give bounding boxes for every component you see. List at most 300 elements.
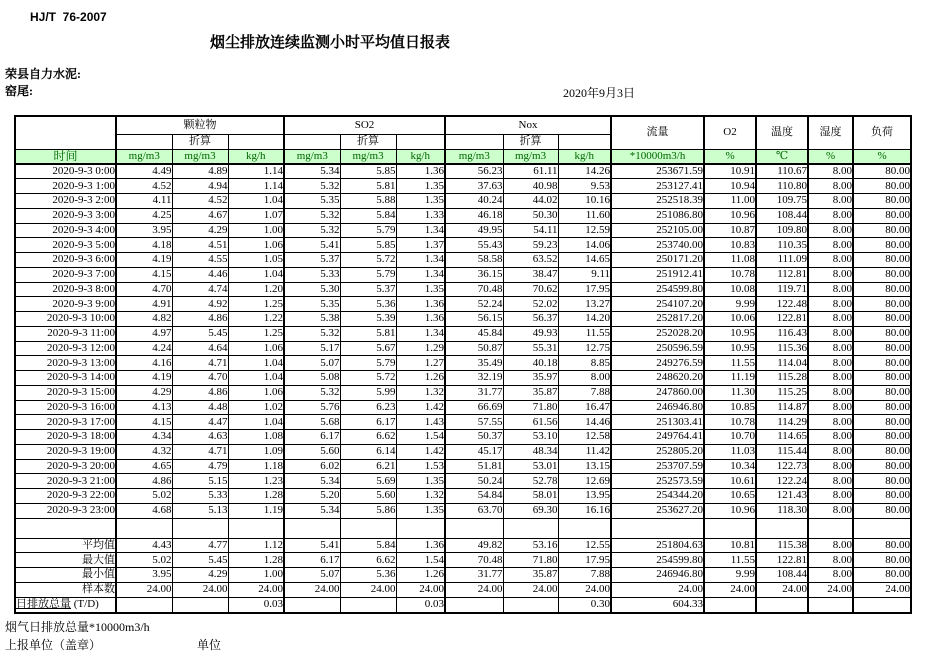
summary-value: 17.95 — [558, 553, 611, 568]
time-cell: 2020-9-3 7:00 — [15, 267, 116, 282]
value-cell: 11.08 — [704, 253, 756, 268]
summary-value: 122.81 — [756, 553, 808, 568]
value-cell: 4.48 — [172, 400, 228, 415]
value-cell: 8.00 — [808, 341, 853, 356]
value-cell: 5.32 — [284, 326, 340, 341]
value-cell: 1.26 — [396, 371, 445, 386]
summary-value: 5.02 — [116, 553, 172, 568]
value-cell: 4.51 — [172, 238, 228, 253]
value-cell: 4.46 — [172, 267, 228, 282]
table-row — [15, 459, 911, 474]
value-cell: 6.17 — [284, 430, 340, 445]
value-cell: 14.46 — [558, 415, 611, 430]
value-cell: 16.16 — [558, 503, 611, 518]
value-cell: 1.34 — [396, 223, 445, 238]
value-cell: 52.02 — [503, 297, 558, 312]
value-cell: 4.67 — [172, 208, 228, 223]
value-cell: 56.15 — [445, 312, 503, 327]
value-cell: 8.00 — [558, 371, 611, 386]
table-row — [15, 253, 911, 268]
value-cell: 11.42 — [558, 444, 611, 459]
group-humidity: 湿度 — [808, 116, 853, 149]
table-row — [15, 297, 911, 312]
value-cell: 80.00 — [853, 312, 911, 327]
table-row — [15, 223, 911, 238]
value-cell: 12.58 — [558, 430, 611, 445]
report-date: 2020年9月3日 — [563, 86, 636, 100]
value-cell: 5.35 — [284, 297, 340, 312]
value-cell: 4.71 — [172, 356, 228, 371]
value-cell: 250596.59 — [611, 341, 704, 356]
data-rows — [15, 164, 911, 518]
value-cell: 1.00 — [228, 223, 284, 238]
time-cell: 2020-9-3 5:00 — [15, 238, 116, 253]
station-name: 窑尾: — [5, 84, 33, 98]
value-cell: 253627.20 — [611, 503, 704, 518]
flue-gas-total-label: 烟气日排放总量*10000m3/h — [5, 620, 150, 634]
value-cell: 5.33 — [172, 489, 228, 504]
value-cell: 4.74 — [172, 282, 228, 297]
spacer-cell — [503, 518, 558, 538]
value-cell: 55.43 — [445, 238, 503, 253]
table-row — [15, 371, 911, 386]
value-cell: 80.00 — [853, 444, 911, 459]
time-cell: 2020-9-3 9:00 — [15, 297, 116, 312]
value-cell: 251912.41 — [611, 267, 704, 282]
so2-raw-blank — [284, 134, 340, 149]
value-cell: 8.00 — [808, 356, 853, 371]
units-row — [15, 149, 911, 164]
value-cell: 5.37 — [340, 282, 396, 297]
table-row — [15, 400, 911, 415]
value-cell: 4.19 — [116, 371, 172, 386]
value-cell: 52.78 — [503, 474, 558, 489]
summary-value: 24.00 — [808, 582, 853, 597]
daily-total-value: 0.03 — [228, 597, 284, 613]
value-cell: 121.43 — [756, 489, 808, 504]
time-cell: 2020-9-3 6:00 — [15, 253, 116, 268]
value-cell: 37.63 — [445, 179, 503, 194]
value-cell: 6.21 — [340, 459, 396, 474]
value-cell: 16.47 — [558, 400, 611, 415]
value-cell: 80.00 — [853, 489, 911, 504]
daily-total-value — [756, 597, 808, 613]
value-cell: 80.00 — [853, 194, 911, 209]
value-cell: 111.09 — [756, 253, 808, 268]
value-cell: 53.01 — [503, 459, 558, 474]
value-cell: 1.06 — [228, 385, 284, 400]
value-cell: 8.00 — [808, 400, 853, 415]
unit-pm-kgh: kg/h — [228, 149, 284, 164]
value-cell: 254107.20 — [611, 297, 704, 312]
summary-label: 最小值 — [15, 568, 116, 583]
value-cell: 63.52 — [503, 253, 558, 268]
value-cell: 10.94 — [704, 179, 756, 194]
value-cell: 11.60 — [558, 208, 611, 223]
summary-value: 5.41 — [284, 538, 340, 553]
value-cell: 1.36 — [396, 164, 445, 179]
value-cell: 8.00 — [808, 326, 853, 341]
value-cell: 254344.20 — [611, 489, 704, 504]
value-cell: 4.82 — [116, 312, 172, 327]
header-group-row — [15, 116, 911, 134]
value-cell: 6.62 — [340, 430, 396, 445]
summary-value: 53.16 — [503, 538, 558, 553]
value-cell: 109.75 — [756, 194, 808, 209]
value-cell: 5.67 — [340, 341, 396, 356]
table-row — [15, 179, 911, 194]
value-cell: 10.95 — [704, 326, 756, 341]
value-cell: 4.52 — [172, 194, 228, 209]
value-cell: 80.00 — [853, 474, 911, 489]
value-cell: 4.13 — [116, 400, 172, 415]
daily-total-label-text: 日排放总量 — [16, 598, 71, 611]
time-cell: 2020-9-3 16:00 — [15, 400, 116, 415]
value-cell: 115.44 — [756, 444, 808, 459]
value-cell: 69.30 — [503, 503, 558, 518]
value-cell: 80.00 — [853, 459, 911, 474]
value-cell: 31.77 — [445, 385, 503, 400]
value-cell: 50.24 — [445, 474, 503, 489]
table-row — [15, 444, 911, 459]
page-title: 烟尘排放连续监测小时平均值日报表 — [209, 35, 450, 51]
nox-kgh-blank — [558, 134, 611, 149]
value-cell: 46.18 — [445, 208, 503, 223]
value-cell: 5.86 — [340, 503, 396, 518]
table-header — [15, 116, 911, 164]
spacer-cell — [853, 518, 911, 538]
daily-total-value — [340, 597, 396, 613]
value-cell: 1.28 — [228, 489, 284, 504]
group-pm: 颗粒物 — [116, 116, 284, 134]
table-row — [15, 474, 911, 489]
value-cell: 252573.59 — [611, 474, 704, 489]
value-cell: 11.03 — [704, 444, 756, 459]
value-cell: 80.00 — [853, 326, 911, 341]
value-cell: 63.70 — [445, 503, 503, 518]
value-cell: 8.00 — [808, 430, 853, 445]
value-cell: 3.95 — [116, 223, 172, 238]
value-cell: 49.93 — [503, 326, 558, 341]
value-cell: 4.92 — [172, 297, 228, 312]
value-cell: 8.00 — [808, 253, 853, 268]
value-cell: 10.78 — [704, 267, 756, 282]
summary-value: 108.44 — [756, 568, 808, 583]
value-cell: 8.00 — [808, 415, 853, 430]
daily-total-value: 0.30 — [558, 597, 611, 613]
value-cell: 80.00 — [853, 267, 911, 282]
value-cell: 80.00 — [853, 356, 911, 371]
so2-kgh-blank — [396, 134, 445, 149]
daily-total-label — [15, 597, 116, 613]
value-cell: 108.44 — [756, 208, 808, 223]
value-cell: 58.01 — [503, 489, 558, 504]
value-cell: 4.70 — [116, 282, 172, 297]
value-cell: 4.65 — [116, 459, 172, 474]
value-cell: 5.81 — [340, 326, 396, 341]
value-cell: 118.30 — [756, 503, 808, 518]
value-cell: 5.79 — [340, 356, 396, 371]
table-row — [15, 341, 911, 356]
value-cell: 4.25 — [116, 208, 172, 223]
value-cell: 5.81 — [340, 179, 396, 194]
summary-value: 5.36 — [340, 568, 396, 583]
value-cell: 5.34 — [284, 503, 340, 518]
time-cell: 2020-9-3 3:00 — [15, 208, 116, 223]
value-cell: 50.30 — [503, 208, 558, 223]
time-cell: 2020-9-3 15:00 — [15, 385, 116, 400]
value-cell: 54.11 — [503, 223, 558, 238]
table-row — [15, 267, 911, 282]
value-cell: 4.11 — [116, 194, 172, 209]
value-cell: 114.87 — [756, 400, 808, 415]
value-cell: 6.17 — [340, 415, 396, 430]
value-cell: 11.55 — [558, 326, 611, 341]
summary-value: 24.00 — [853, 582, 911, 597]
value-cell: 80.00 — [853, 164, 911, 179]
group-temp: 温度 — [756, 116, 808, 149]
value-cell: 5.17 — [284, 341, 340, 356]
value-cell: 4.86 — [172, 385, 228, 400]
value-cell: 250171.20 — [611, 253, 704, 268]
value-cell: 8.00 — [808, 385, 853, 400]
summary-value: 80.00 — [853, 568, 911, 583]
value-cell: 80.00 — [853, 385, 911, 400]
group-load: 负荷 — [853, 116, 911, 149]
value-cell: 251303.41 — [611, 415, 704, 430]
unit-label: 单位 — [197, 638, 222, 652]
daily-total-value — [853, 597, 911, 613]
summary-value: 1.54 — [396, 553, 445, 568]
summary-value: 11.55 — [704, 553, 756, 568]
value-cell: 56.37 — [503, 312, 558, 327]
value-cell: 10.83 — [704, 238, 756, 253]
value-cell: 53.10 — [503, 430, 558, 445]
value-cell: 1.32 — [396, 385, 445, 400]
value-cell: 5.85 — [340, 238, 396, 253]
value-cell: 8.85 — [558, 356, 611, 371]
summary-value: 115.38 — [756, 538, 808, 553]
value-cell: 110.35 — [756, 238, 808, 253]
value-cell: 4.63 — [172, 430, 228, 445]
unit-so2-kgh: kg/h — [396, 149, 445, 164]
value-cell: 4.86 — [172, 312, 228, 327]
summary-value: 24.00 — [340, 582, 396, 597]
summary-value: 80.00 — [853, 538, 911, 553]
value-cell: 80.00 — [853, 400, 911, 415]
value-cell: 50.37 — [445, 430, 503, 445]
pm-kgh-blank — [228, 134, 284, 149]
value-cell: 80.00 — [853, 208, 911, 223]
value-cell: 5.07 — [284, 356, 340, 371]
value-cell: 8.00 — [808, 489, 853, 504]
value-cell: 8.00 — [808, 503, 853, 518]
summary-value: 251804.63 — [611, 538, 704, 553]
table-row — [15, 194, 911, 209]
summary-value: 246946.80 — [611, 568, 704, 583]
value-cell: 8.00 — [808, 371, 853, 386]
spacer-cell — [445, 518, 503, 538]
value-cell: 38.47 — [503, 267, 558, 282]
value-cell: 5.37 — [284, 253, 340, 268]
value-cell: 248620.20 — [611, 371, 704, 386]
unit-nox-mg: mg/m3 — [445, 149, 503, 164]
value-cell: 1.20 — [228, 282, 284, 297]
unit-pm-mg: mg/m3 — [116, 149, 172, 164]
reporting-unit-label: 上报单位（盖章） — [5, 638, 102, 652]
daily-total-value — [503, 597, 558, 613]
time-cell: 2020-9-3 11:00 — [15, 326, 116, 341]
value-cell: 14.06 — [558, 238, 611, 253]
value-cell: 247860.00 — [611, 385, 704, 400]
group-so2: SO2 — [284, 116, 445, 134]
summary-label: 平均值 — [15, 538, 116, 553]
time-header: 时间 — [15, 149, 116, 164]
value-cell: 115.25 — [756, 385, 808, 400]
value-cell: 8.00 — [808, 459, 853, 474]
value-cell: 4.86 — [116, 474, 172, 489]
spacer-cell — [172, 518, 228, 538]
value-cell: 8.00 — [808, 179, 853, 194]
value-cell: 252817.20 — [611, 312, 704, 327]
value-cell: 10.87 — [704, 223, 756, 238]
value-cell: 80.00 — [853, 223, 911, 238]
value-cell: 114.29 — [756, 415, 808, 430]
value-cell: 71.80 — [503, 400, 558, 415]
value-cell: 5.15 — [172, 474, 228, 489]
value-cell: 4.15 — [116, 267, 172, 282]
value-cell: 4.49 — [116, 164, 172, 179]
value-cell: 61.56 — [503, 415, 558, 430]
value-cell: 5.20 — [284, 489, 340, 504]
value-cell: 11.00 — [704, 194, 756, 209]
value-cell: 1.06 — [228, 341, 284, 356]
summary-row — [15, 553, 911, 568]
spacer-cell — [116, 518, 172, 538]
value-cell: 80.00 — [853, 238, 911, 253]
unit-humidity: % — [808, 149, 853, 164]
summary-value: 8.00 — [808, 553, 853, 568]
value-cell: 5.60 — [340, 489, 396, 504]
value-cell: 58.58 — [445, 253, 503, 268]
summary-value: 6.17 — [284, 553, 340, 568]
nox-converted-label: 折算 — [503, 134, 558, 149]
value-cell: 4.52 — [116, 179, 172, 194]
spacer-cell — [340, 518, 396, 538]
time-cell: 2020-9-3 10:00 — [15, 312, 116, 327]
company-name: 荣县自力水泥: — [5, 67, 81, 81]
value-cell: 252028.20 — [611, 326, 704, 341]
value-cell: 252518.39 — [611, 194, 704, 209]
value-cell: 5.32 — [284, 385, 340, 400]
pm-converted-label: 折算 — [172, 134, 228, 149]
value-cell: 6.14 — [340, 444, 396, 459]
summary-value: 4.43 — [116, 538, 172, 553]
value-cell: 1.35 — [396, 474, 445, 489]
time-cell: 2020-9-3 20:00 — [15, 459, 116, 474]
value-cell: 109.80 — [756, 223, 808, 238]
daily-total-value: 604.33 — [611, 597, 704, 613]
value-cell: 1.08 — [228, 430, 284, 445]
spacer-cell — [284, 518, 340, 538]
value-cell: 32.19 — [445, 371, 503, 386]
summary-value: 24.00 — [503, 582, 558, 597]
table-row — [15, 326, 911, 341]
value-cell: 66.69 — [445, 400, 503, 415]
time-cell: 2020-9-3 4:00 — [15, 223, 116, 238]
value-cell: 11.55 — [704, 356, 756, 371]
summary-value: 24.00 — [611, 582, 704, 597]
value-cell: 5.72 — [340, 371, 396, 386]
value-cell: 45.84 — [445, 326, 503, 341]
spacer-cell — [396, 518, 445, 538]
daily-total-value — [445, 597, 503, 613]
summary-value: 8.00 — [808, 538, 853, 553]
value-cell: 70.48 — [445, 282, 503, 297]
value-cell: 40.24 — [445, 194, 503, 209]
value-cell: 1.14 — [228, 179, 284, 194]
value-cell: 5.45 — [172, 326, 228, 341]
value-cell: 1.04 — [228, 371, 284, 386]
value-cell: 80.00 — [853, 503, 911, 518]
value-cell: 122.24 — [756, 474, 808, 489]
value-cell: 35.49 — [445, 356, 503, 371]
value-cell: 251086.80 — [611, 208, 704, 223]
value-cell: 249276.59 — [611, 356, 704, 371]
value-cell: 4.64 — [172, 341, 228, 356]
time-cell: 2020-9-3 22:00 — [15, 489, 116, 504]
value-cell: 1.42 — [396, 444, 445, 459]
value-cell: 7.88 — [558, 385, 611, 400]
value-cell: 1.07 — [228, 208, 284, 223]
spacer-cell — [808, 518, 853, 538]
value-cell: 5.08 — [284, 371, 340, 386]
summary-value: 1.36 — [396, 538, 445, 553]
time-cell: 2020-9-3 8:00 — [15, 282, 116, 297]
value-cell: 8.00 — [808, 194, 853, 209]
summary-value: 24.00 — [172, 582, 228, 597]
value-cell: 253707.59 — [611, 459, 704, 474]
summary-value: 1.28 — [228, 553, 284, 568]
value-cell: 4.68 — [116, 503, 172, 518]
value-cell: 1.32 — [396, 489, 445, 504]
value-cell: 4.16 — [116, 356, 172, 371]
time-cell: 2020-9-3 1:00 — [15, 179, 116, 194]
value-cell: 253671.59 — [611, 164, 704, 179]
value-cell: 1.35 — [396, 282, 445, 297]
value-cell: 40.18 — [503, 356, 558, 371]
value-cell: 9.99 — [704, 297, 756, 312]
value-cell: 48.34 — [503, 444, 558, 459]
value-cell: 122.48 — [756, 297, 808, 312]
summary-rows — [15, 518, 911, 613]
time-cell: 2020-9-3 0:00 — [15, 164, 116, 179]
value-cell: 4.19 — [116, 253, 172, 268]
unit-o2: % — [704, 149, 756, 164]
value-cell: 14.65 — [558, 253, 611, 268]
value-cell: 5.38 — [284, 312, 340, 327]
time-header-blank — [15, 116, 116, 149]
summary-value: 80.00 — [853, 553, 911, 568]
time-cell: 2020-9-3 2:00 — [15, 194, 116, 209]
value-cell: 8.00 — [808, 282, 853, 297]
value-cell: 80.00 — [853, 253, 911, 268]
value-cell: 8.00 — [808, 444, 853, 459]
summary-label: 样本数 — [15, 582, 116, 597]
value-cell: 80.00 — [853, 371, 911, 386]
summary-row — [15, 568, 911, 583]
value-cell: 5.85 — [340, 164, 396, 179]
